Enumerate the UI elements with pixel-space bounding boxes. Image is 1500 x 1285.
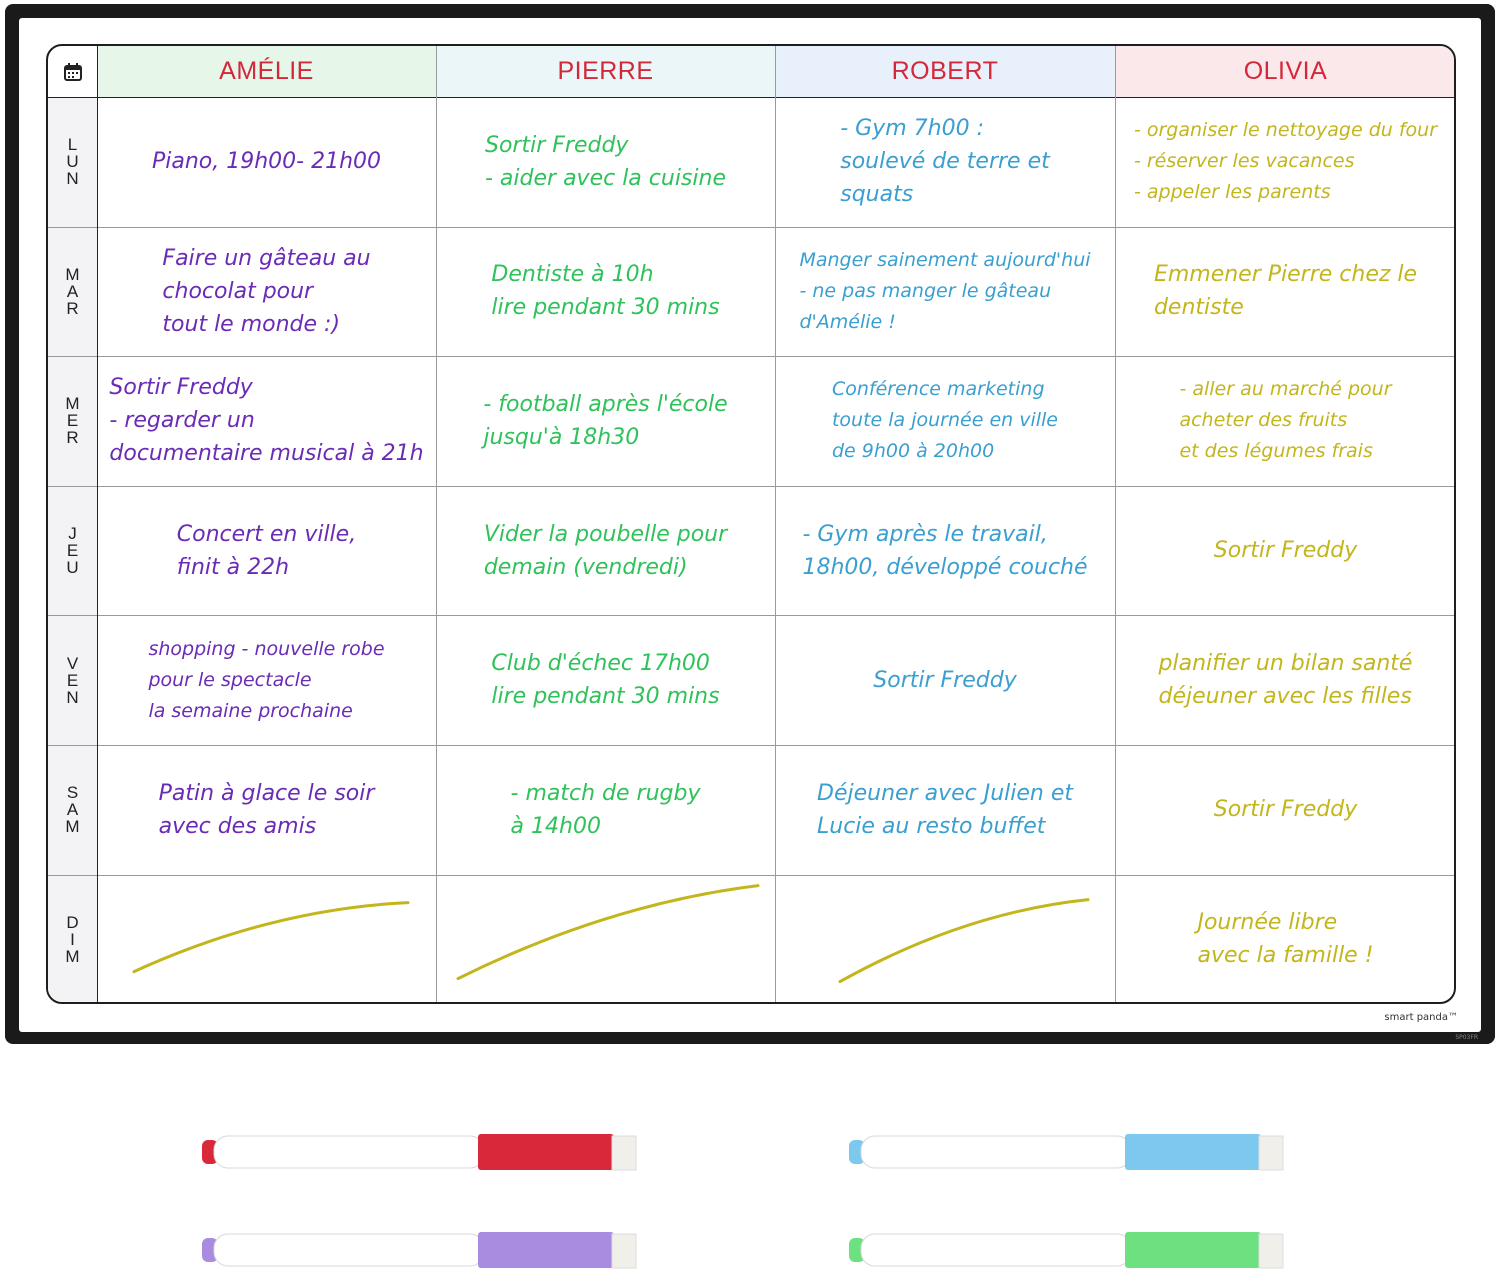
handwritten-note: Vider la poubelle pour demain (vendredi) [483, 521, 728, 580]
marker-purple [202, 1232, 636, 1268]
handwritten-note: Piano, 19h00- 21h00 [151, 149, 382, 175]
handwritten-note: Club d'échec 17h00 lire pendant 30 mins [491, 651, 720, 710]
strike-line [134, 903, 408, 972]
handwritten-note: Sortir Freddy - aider avec la cuisine [485, 132, 726, 191]
model-code: SP03FR [1455, 1034, 1478, 1041]
column-header-amelie: AMÉLIE [97, 46, 436, 97]
day-label-text: SAM [65, 783, 80, 837]
handwritten-note: Faire un gâteau au chocolat pour tout le monde :) [162, 245, 371, 337]
day-label-text: LUN [66, 135, 79, 189]
handwritten-note: Dentiste à 10h lire pendant 30 mins [491, 262, 720, 321]
handwritten-note: Sortir Freddy [873, 667, 1017, 693]
handwritten-note: Sortir Freddy [1213, 538, 1358, 564]
handwritten-note: - Gym après le travail, 18h00, développé couché [802, 521, 1088, 580]
handwritten-note: Concert en ville, finit à 22h [176, 521, 357, 580]
day-label-text: MAR [65, 264, 80, 318]
column-header-robert: ROBERT [775, 46, 1115, 97]
handwritten-note: Journée libre avec la famille ! [1197, 910, 1374, 969]
handwritten-note: - organiser le nettoyage du four - réserver les vacances - appeler les parents [1133, 119, 1438, 204]
handwritten-note: Déjeuner avec Julien et Lucie au resto buffet [817, 780, 1073, 839]
marker-green [849, 1232, 1283, 1268]
day-label-text: JEU [66, 524, 79, 578]
handwritten-note: Patin à glace le soir avec des amis [158, 780, 375, 839]
marker-blue [849, 1134, 1283, 1170]
handwritten-note: planifier un bilan santé déjeuner avec les filles [1158, 651, 1413, 710]
handwritten-note: Emmener Pierre chez le dentiste [1153, 262, 1418, 321]
day-label-text: VEN [66, 653, 79, 707]
strike-line [840, 900, 1088, 982]
handwritten-note: Sortir Freddy - regarder un documentaire musical à 21h [109, 375, 424, 467]
handwritten-note: Conférence marketing toute la journée en ville de 9h00 à 20h00 [831, 378, 1058, 463]
column-header-pierre: PIERRE [436, 46, 775, 97]
handwritten-note: - match de rugby à 14h00 [510, 780, 701, 839]
handwritten-note: - football après l'école jusqu'à 18h30 [483, 391, 728, 450]
marker-red [202, 1134, 636, 1170]
handwritten-note: - Gym 7h00 : soulevé de terre et squats [840, 116, 1050, 208]
handwritten-note: Manger sainement aujourd'hui - ne pas manger le gâteau d'Amélie ! [799, 248, 1091, 333]
handwritten-note: shopping - nouvelle robe pour le spectacle la semaine prochaine [148, 637, 385, 722]
sunday-strokes [48, 46, 1456, 1004]
weekly-planner-grid [46, 44, 1456, 1004]
handwritten-note: Sortir Freddy [1213, 797, 1358, 823]
handwritten-note: - aller au marché pour acheter des fruits et des légumes frais [1179, 378, 1392, 463]
brand-logo-text: smart panda™ [1384, 1012, 1458, 1023]
day-label-text: DIM [65, 912, 80, 966]
day-label-text: MER [65, 394, 80, 448]
column-header-olivia: OLIVIA [1115, 46, 1456, 97]
strike-line [458, 886, 758, 979]
